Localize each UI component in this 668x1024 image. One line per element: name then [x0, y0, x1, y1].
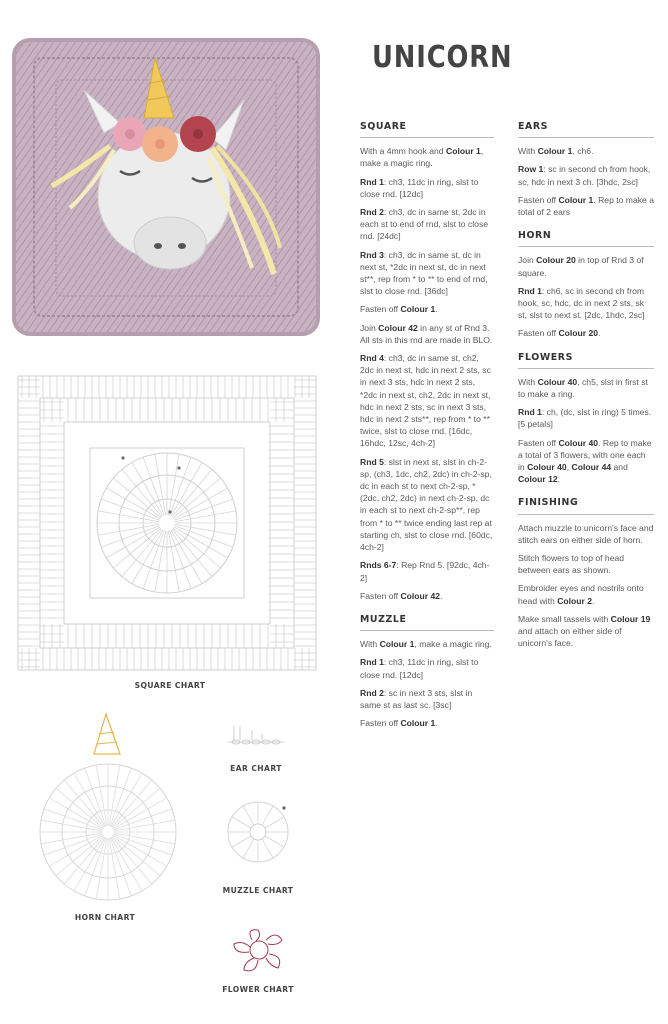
ear-chart-caption: EAR CHART [230, 764, 282, 773]
finishing-p4: Make small tassels with Colour 19 and attach on either side of unicorn's face. [518, 613, 651, 649]
column-left [360, 121, 494, 737]
unicorn-square-photo [12, 38, 320, 336]
ear-chart [224, 720, 288, 748]
muzzle-p1: With Colour 1, make a magic ring. [360, 639, 492, 650]
flowers-p1: With Colour 40, ch5, slst in first st to make a ring. [518, 376, 648, 400]
ears-heading: EARS [518, 121, 654, 138]
muzzle-section [360, 614, 494, 729]
square-p1: With a 4mm hook and Colour 1, make a magic ring. [360, 146, 484, 169]
square-p9: Rnds 6-7: Rep Rnd 5. [92dc, 4ch-2] [360, 560, 490, 583]
horn-p1: Join Colour 20 in top of Rnd 3 of square. [518, 255, 644, 278]
square-heading: SQUARE [360, 121, 494, 138]
horn-p2: Rnd 1: ch6, sc in second ch from hook, sc, hdc, dc in next 2 sts, sk st, slst to next st. [2dc, 1hdc, 2sc] [518, 285, 645, 321]
ears-p3: Fasten off Colour 1. Rep to make a total of 2 ears [518, 194, 654, 218]
square-p10: Fasten off Colour 42. [360, 590, 443, 601]
square-p6: Join Colour 42 in any st of Rnd 3. All sts in this rnd are made in BLO. [360, 322, 493, 345]
horn-chart [36, 710, 182, 912]
square-chart [14, 372, 320, 674]
muzzle-p3: Rnd 2: sc in next 3 sts, slst in same st as last sc. [3sc] [360, 687, 473, 710]
finishing-section [518, 497, 654, 649]
square-p4: Rnd 3: ch3, dc in same st, dc in next st, *2dc in next st, dc in next st**, rep from * to ** to end of rnd, slst to close rnd. [36dc] [360, 249, 488, 297]
horn-chart-caption: HORN CHART [74, 913, 136, 922]
flower-chart [228, 922, 290, 978]
flower-chart-caption: FLOWER CHART [222, 985, 294, 994]
square-p8: Rnd 5: slst in next st, slst in ch-2-sp, (ch3, 1dc, ch2, 2dc) in ch-2-sp, dc in each st to next ch-2-sp, *(2dc, ch2, 2dc) in next ch-2-sp, dc in each st to next ch-2-sp**, rep from * to ** twice ending last rep at starting ch, slst to close rnd. [60dc, 4ch-2] [360, 456, 493, 553]
ears-p2: Row 1: sc in second ch from hook, sc, hdc in next 3 ch. [3hdc, 2sc] [518, 164, 651, 187]
flowers-section [518, 352, 654, 486]
finishing-p2: Stitch flowers to top of head between ears as shown. [518, 553, 625, 576]
flowers-p2: Rnd 1: ch, (dc, slst in ring) 5 times. [5 petals] [518, 407, 652, 430]
muzzle-heading: MUZZLE [360, 614, 494, 631]
ears-section [518, 121, 654, 218]
horn-heading: HORN [518, 230, 654, 247]
muzzle-p4: Fasten off Colour 1. [360, 718, 438, 729]
square-p2: Rnd 1: ch3, 11dc in ring, slst to close rnd. [12dc] [360, 176, 479, 199]
flowers-heading: FLOWERS [518, 352, 654, 369]
muzzle-chart-caption: MUZZLE CHART [222, 886, 294, 895]
page-title: UNICORN [372, 40, 513, 75]
square-p7: Rnd 4: ch3, dc in same st, ch2, 2dc in next st, hdc in next 2 sts, sc in next 3 sts, hdc in next 2 sts, *2dc in next st, ch2, 2dc in next st, hdc in next 2 sts, sc in next 3 sts, hdc in next 2 sts**, rep from * to ** twice, slst to close rnd. [16dc, 16hdc, 12sc, 4ch-2] [360, 353, 491, 449]
square-p3: Rnd 2: ch3, dc in same st, 2dc in each st to end of rnd, slst to close rnd. [24dc] [360, 207, 489, 242]
square-section [360, 121, 494, 602]
square-p5: Fasten off Colour 1. [360, 304, 438, 315]
finishing-heading: FINISHING [518, 497, 654, 514]
column-right [518, 121, 654, 658]
square-chart-caption: SQUARE CHART [134, 681, 206, 690]
finishing-p1: Attach muzzle to unicorn's face and stitch ears on either side of horn. [518, 522, 654, 545]
flowers-p3: Fasten off Colour 40. Rep to make a total of 3 flowers, with one each in Colour 40, Colour 44 and Colour 12. [518, 437, 652, 485]
finishing-p3: Embroider eyes and nostrils onto head with Colour 2. [518, 583, 644, 606]
muzzle-chart [222, 796, 294, 868]
horn-section [518, 230, 654, 339]
muzzle-p2: Rnd 1: ch3, 11dc in ring, slst to close rnd. [12dc] [360, 657, 479, 680]
ears-p1: With Colour 1, ch6. [518, 146, 594, 157]
horn-p3: Fasten off Colour 20. [518, 328, 601, 339]
